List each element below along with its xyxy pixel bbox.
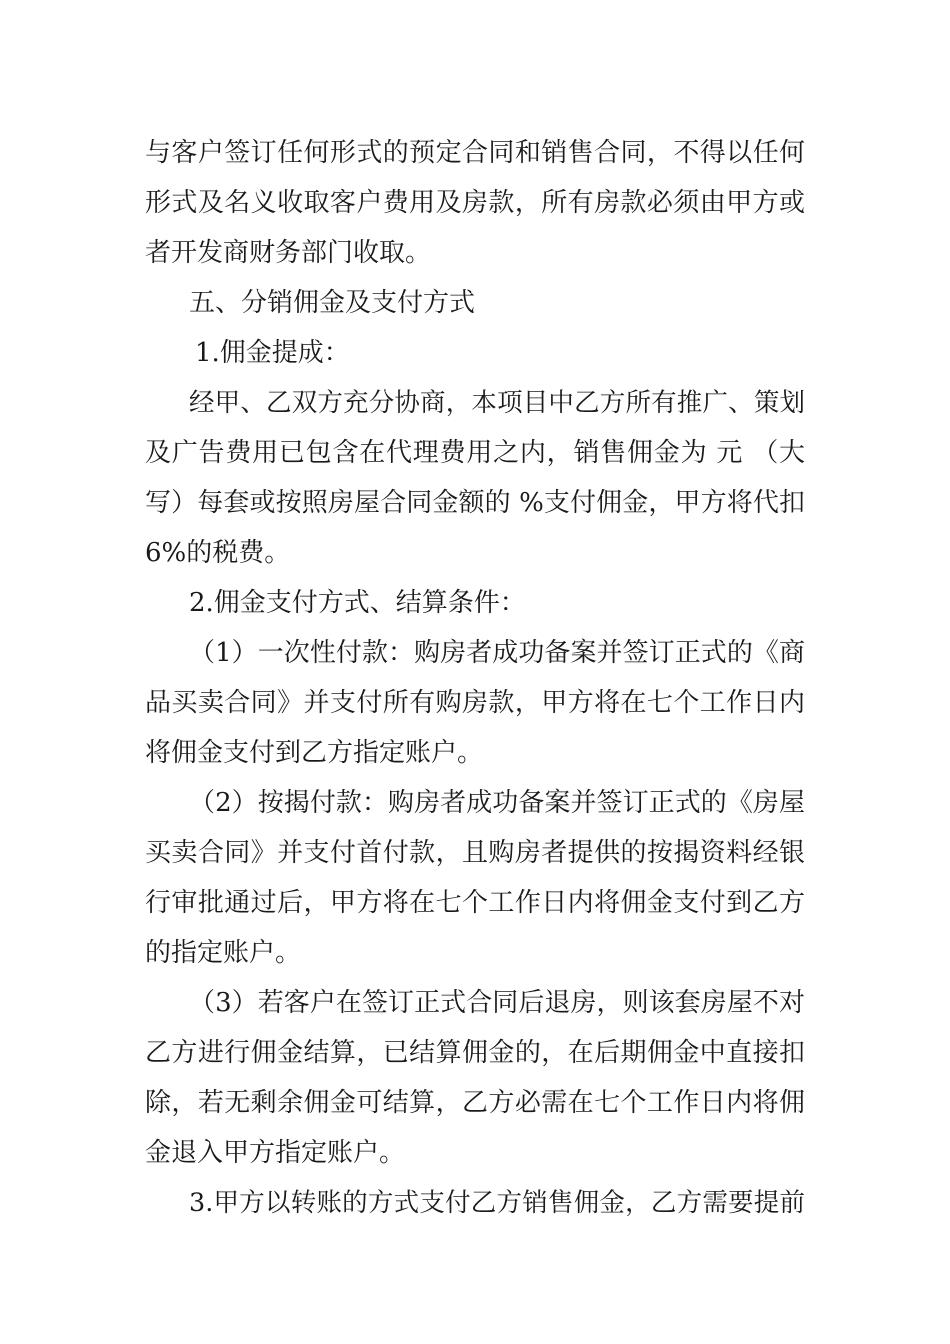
paragraph-line: 者开发商财务部门收取。 — [145, 238, 432, 268]
subsection-heading: 2.佣金支付方式、结算条件： — [189, 588, 526, 618]
paragraph-line: 品买卖合同》并支付所有购房款，甲方将在七个工作日内 — [145, 688, 805, 718]
paragraph-line: 经甲、乙双方充分协商，本项目中乙方所有推广、策划 — [189, 388, 805, 418]
document-page — [145, 128, 805, 1228]
paragraph-line: （3）若客户在签订正式合同后退房，则该套房屋不对 — [189, 988, 805, 1018]
paragraph-line: （1）一次性付款：购房者成功备案并签订正式的《商 — [189, 638, 805, 668]
paragraph-line: 与客户签订任何形式的预定合同和销售合同，不得以任何 — [145, 138, 805, 168]
paragraph-line: 及广告费用已包含在代理费用之内，销售佣金为 元 （大 — [145, 438, 805, 468]
section-heading: 五、分销佣金及支付方式 — [189, 288, 476, 318]
paragraph-line: 6%的税费。 — [145, 538, 291, 568]
paragraph-line: 的指定账户。 — [145, 938, 302, 968]
paragraph-line: 行审批通过后，甲方将在七个工作日内将佣金支付到乙方 — [145, 888, 805, 918]
paragraph-line: （2）按揭付款：购房者成功备案并签订正式的《房屋 — [189, 788, 805, 818]
paragraph-line: 乙方进行佣金结算，已结算佣金的，在后期佣金中直接扣 — [145, 1038, 805, 1068]
subsection-heading: 1.佣金提成： — [195, 338, 350, 368]
paragraph-line: 将佣金支付到乙方指定账户。 — [145, 738, 484, 768]
paragraph-line: 3.甲方以转账的方式支付乙方销售佣金，乙方需要提前 — [189, 1188, 805, 1218]
paragraph-line: 买卖合同》并支付首付款，且购房者提供的按揭资料经银 — [145, 838, 805, 868]
paragraph-line: 金退入甲方指定账户。 — [145, 1138, 406, 1168]
paragraph-line: 除，若无剩余佣金可结算，乙方必需在七个工作日内将佣 — [145, 1088, 805, 1118]
paragraph-line: 写）每套或按照房屋合同金额的 %支付佣金，甲方将代扣 — [145, 488, 805, 518]
paragraph-line: 形式及名义收取客户费用及房款，所有房款必须由甲方或 — [145, 188, 805, 218]
